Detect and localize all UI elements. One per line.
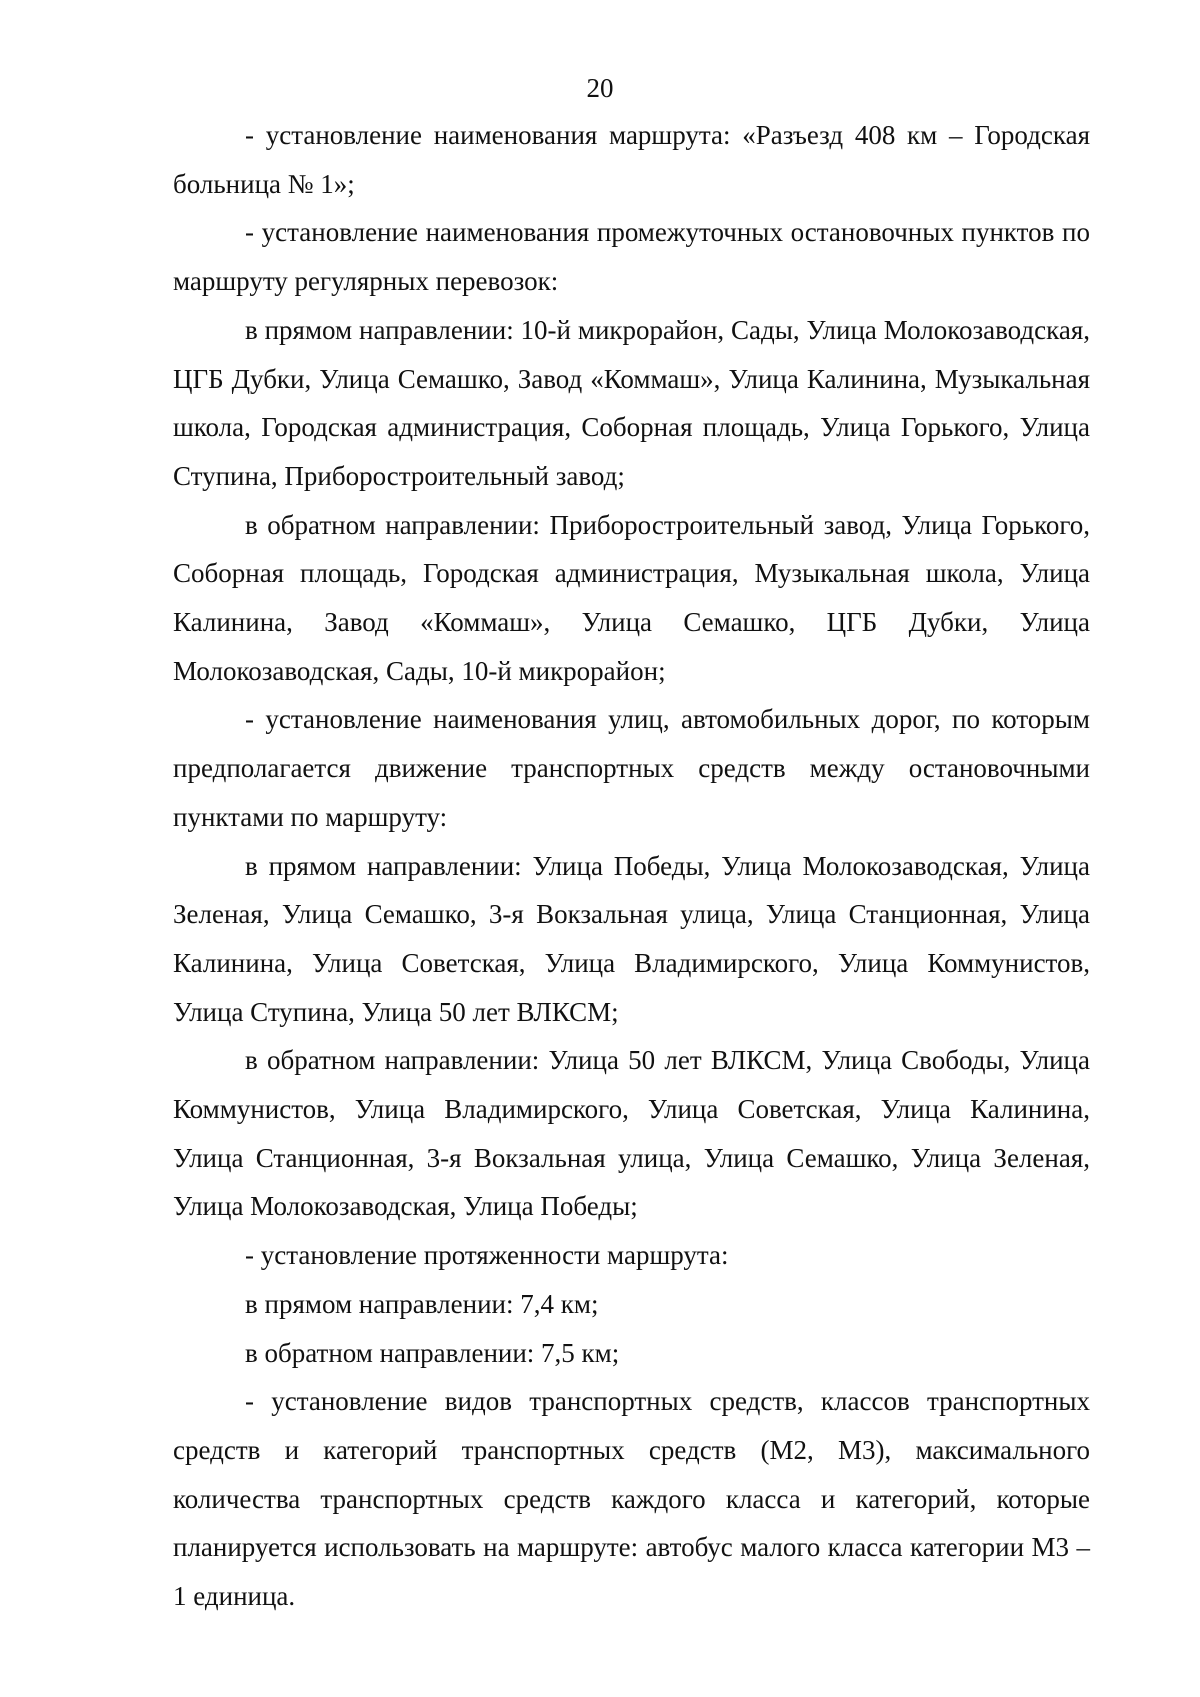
document-body — [173, 111, 1090, 1621]
paragraph-stops-reverse: в обратном направлении: Приборостроительный завод, Улица Горького, Соборная площадь, Городская администрация, Музыкальная школа, Улица Калинина, Завод «Коммаш», Улица Семашко, ЦГБ Дубки, Улица Молокозаводская, Сады, 10-й микрорайон; — [173, 509, 1090, 686]
paragraph-route-length: - установление протяженности маршрута: — [245, 1240, 729, 1271]
paragraph-streets-heading: - установление наименования улиц, автомобильных дорог, по которым предполагается движение транспортных средств между остановочными пунктами по маршруту: — [173, 704, 1090, 832]
paragraph-streets-reverse: в обратном направлении: Улица 50 лет ВЛКСМ, Улица Свободы, Улица Коммунистов, Улица Владимирского, Улица Советская, Улица Калинина, Улица Станционная, 3-я Вокзальная улица, Улица Семашко, Улица Зеленая, Улица Молокозаводская, Улица Победы; — [173, 1045, 1090, 1222]
paragraph-length-forward: в прямом направлении: 7,4 км; — [245, 1288, 599, 1319]
paragraph-intermediate-stops: - установление наименования промежуточных остановочных пунктов по маршруту регулярных перевозок: — [173, 217, 1090, 297]
paragraph-streets-forward: в прямом направлении: Улица Победы, Улица Молокозаводская, Улица Зеленая, Улица Семашко, 3-я Вокзальная улица, Улица Станционная, Улица Калинина, Улица Советская, Улица Владимирского, Улица Коммунистов, Улица Ступина, Улица 50 лет ВЛКСМ; — [173, 850, 1090, 1027]
paragraph-route-name: - установление наименования маршрута: «Разъезд 408 км – Городская больница № 1»; — [173, 120, 1090, 199]
paragraph-stops-forward: в прямом направлении: 10-й микрорайон, Сады, Улица Молокозаводская, ЦГБ Дубки, Улица Семашко, Завод «Коммаш», Улица Калинина, Музыкальная школа, Городская администрация, Соборная площадь, Улица Горького, Улица Ступина, Приборостроительный завод; — [173, 314, 1090, 491]
paragraph-vehicle-types: - установление видов транспортных средств, классов транспортных средств и категорий транспортных средств (М2, М3), максимального количества транспортных средств каждого класса и категорий, которые планируется использовать на маршруте: автобус малого класса категории М3 – 1 единица. — [173, 1386, 1090, 1612]
page-number: 20 — [586, 73, 614, 103]
paragraph-length-reverse: в обратном направлении: 7,5 км; — [245, 1337, 620, 1368]
